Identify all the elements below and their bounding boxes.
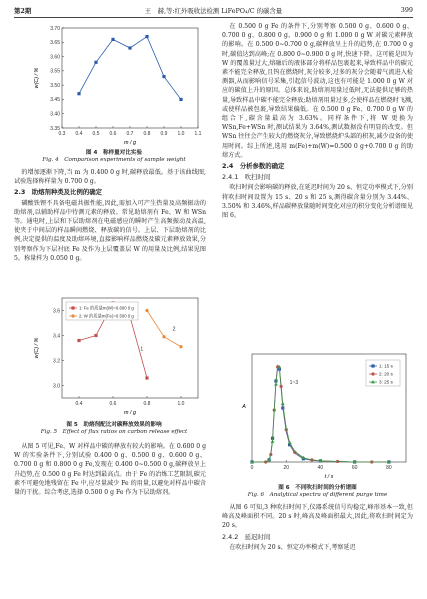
fig6-legend-marker — [371, 372, 374, 375]
fig4-y-tick-label: 3.45 — [50, 97, 60, 104]
fig4-x-tick-label: 0.8 — [143, 131, 151, 137]
fig4-x-tick-label: 1.0 — [177, 131, 185, 137]
fig4-data-point — [145, 35, 148, 38]
fig4-x-tick-label: 0.6 — [109, 131, 117, 137]
left-paragraph-2: 磷酸铁锂不具备电磁共振性能,因此,需加入可产生热量及高频振动的助熔剂,以辅助样品中待测元素的释放。常见助熔剂有 Fe、W 和 WSn 等。通电时,上层和下层助熔剂在电磁感应的瞬时产生高频振动及高温,使夹于中间层的样品瞬间燃烧、释放碳的信号。上层、下层助熔剂的比例,决定提供的温度及助熔环境,直接影响样品燃烧及碳元素释放效果,分别考察作为下层衬底 Fe 及作为上层覆盖层 W 的用量及比例,结果见图 5。称量样为 0.050 0 g。 — [14, 199, 206, 262]
fig4-y-tick-label: 3.50 — [50, 82, 60, 89]
left-column — [14, 168, 206, 263]
page-number: 399 — [400, 6, 413, 14]
fig5-x-tick-label: 0.6 — [109, 401, 117, 407]
fig5-x-tick-label: 0.8 — [143, 401, 151, 407]
fig4-x-tick-label: 0.7 — [126, 131, 134, 137]
fig4-y-tick-label: 3.60 — [50, 54, 60, 61]
fig5-data-point — [179, 345, 182, 348]
fig4-y-tick-label: 3.70 — [50, 25, 60, 32]
figure-5-caption — [14, 422, 214, 437]
issue-number: 第2期 — [14, 7, 32, 15]
figure-6-caption-zh: 图 6 不同吹扫时间的分析谱图 — [278, 485, 357, 491]
fig5-legend-text: 1: Fe 的质量m(W)=0.600 0 g — [79, 305, 134, 311]
fig6-x-tick-label: 40 — [317, 465, 324, 471]
fig5-legend-text: 2: W 的质量m(Fe)=0.500 0 g — [79, 313, 134, 319]
fig6-x-axis-label: t / s — [324, 474, 334, 480]
right-column-bottom — [222, 503, 413, 552]
fig6-data-point — [271, 439, 275, 442]
fig4-data-point — [94, 61, 97, 64]
right-column — [222, 22, 413, 220]
figure-6-caption — [222, 485, 413, 500]
fig5-x-axis-label: m / g — [124, 410, 136, 416]
fig4-data-point — [179, 98, 182, 101]
fig5-legend-marker — [71, 314, 74, 317]
fig5-y-tick-label: 3.6 — [53, 308, 60, 315]
fig5-data-point — [77, 339, 80, 342]
fig5-y-tick-label: 3.0 — [53, 383, 60, 390]
fig4-y-tick-label: 3.65 — [50, 40, 60, 47]
fig4-data-point — [128, 46, 131, 49]
fig6-legend-text: 3: 25 s — [379, 379, 393, 385]
fig4-x-tick-label: 0.9 — [160, 131, 168, 137]
fig6-y-axis-label: A — [242, 404, 246, 410]
fig5-legend-marker — [71, 306, 74, 309]
fig6-legend-text: 2: 20 s — [379, 371, 393, 377]
fig5-y-axis-label: w(C) / % — [34, 337, 40, 359]
left-column-bottom — [14, 442, 206, 497]
figure-5-caption-en: Fig. 5 Effect of flux ratios on carbon release effect — [40, 429, 188, 436]
section-2-3-heading: 2.3 助熔剂种类及比例的确定 — [14, 188, 103, 197]
right-paragraph-1: 在 0.500 0 g Fe 的条件下,分别考察 0.500 0 g、0.600 0 g、0.700 0 g、0.800 0 g、0.900 0 g 和 1.000 0 g W 对碳元素释放的影响。在 0.500 0~0.700 0 g,碳释放呈上升的趋势,在 0.700 0 g 时,碳值达到高峰;在 0.800 0~0.900 0 g 时,快速下降。这可能是因为 W 的覆盖量过大,熔融后的液体部分将样品包裹起来,导致样品中的碳元素不能完全释放,且钨在燃烧时,灰分较多,过多的灰分会随着气流进入检测器,从而影响信号采集,引起信号波动,这也有可能是 1.000 0 g W 对应的碳值上升的原因。总体来说,助熔剂用量过低时,无法提供足够的热量,导致样品中碳不能完全释放;助熔剂用量过多,会使样品在燃烧时飞溅,或使样品被包裹,导致结果偏低。在 0.500 0 g Fe、0.700 0 g W 的组合下,碳含量最高为 3.63%。同样条件下,将 W 更换为 WSn,Fe+WSn 时,测试结果为 3.64%,测试数据没有明显的改变。但 WSn 往往会产生较大的燃烧灰分,导致燃烧炉头部的积灰,减少设备的使用时间。综上所述,选用 m(Fe)+m(W)=0.500 0 g+0.700 0 g 的助熔方式。 — [222, 23, 413, 159]
left-paragraph-1: 的增加逐渐下降,当 m 为 0.400 0 g 时,碳释放最低。基于该曲线图,试验选择称样量为 0.700 0 g。 — [14, 169, 206, 186]
fig6-x-tick-label: 20 — [283, 465, 290, 471]
fig4-x-tick-label: 0.5 — [92, 131, 100, 137]
fig4-x-tick-label: 0.4 — [75, 131, 83, 137]
figure-6-chart — [238, 348, 413, 483]
fig5-data-point — [145, 376, 148, 379]
right-paragraph-3: 从图 6 可知,3 种吹扫时间下,仪器系统信号均稳定,峰形基本一致,但峰高及峰面积不同。20 s 时,峰高及峰面积最大,因此,将吹扫时间定为 20 s。 — [222, 504, 413, 530]
fig5-data-point — [94, 334, 97, 337]
fig4-data-point — [111, 38, 114, 41]
fig4-y-tick-label: 3.35 — [50, 125, 60, 132]
figure-5-caption-zh: 图 5 助熔剂配比对碳释放效果的影响 — [66, 422, 162, 428]
fig4-x-axis-label: m / g — [124, 140, 136, 146]
fig6-legend-text: 1: 15 s — [379, 363, 393, 369]
fig6-x-tick-label: 0 — [250, 465, 254, 471]
fig4-x-tick-label: 0.3 — [58, 131, 66, 137]
fig4-data-point — [77, 92, 80, 95]
fig4-data-point — [162, 75, 165, 78]
fig5-series-line-2 — [147, 311, 181, 347]
fig6-x-tick-label: 80 — [386, 465, 392, 471]
section-2-4-heading: 2.4 分析参数的确定 — [222, 162, 285, 171]
fig4-plot-frame — [62, 28, 198, 128]
section-2-4-2-heading: 2.4.2 延迟时间 — [222, 532, 271, 541]
fig5-data-point — [145, 309, 148, 312]
figure-6-caption-en: Fig. 6 Analytical spectra of different purge time — [247, 492, 388, 499]
right-paragraph-2: 吹扫时间会影响碳的释放,在延迟时间为 20 s、恒定功率模式下,分别将吹扫时间设置为 15 s、20 s 和 25 s,测得碳含量分别为 3.44%、3.50% 和 3.46%,样品碳释放量随时间变化对应的积分变化分析谱图见图 6。 — [222, 184, 413, 220]
fig5-curve-label-2: 2 — [172, 326, 176, 333]
fig5-x-tick-label: 1.0 — [177, 401, 185, 407]
fig5-x-tick-label: 0.4 — [75, 401, 83, 407]
fig6-data-point — [288, 441, 292, 444]
fig5-y-tick-label: 3.4 — [53, 333, 60, 340]
fig4-x-tick-label: 1.1 — [194, 131, 202, 137]
figure-4-caption — [14, 150, 214, 165]
fig5-curve-label-1: 1 — [140, 346, 144, 353]
fig4-y-tick-label: 3.40 — [50, 111, 60, 118]
right-paragraph-4: 在吹扫时间为 20 s、恒定功率模式下,考察延迟 — [229, 543, 356, 551]
fig5-y-tick-label: 3.2 — [53, 358, 60, 365]
section-2-4-1-heading: 2.4.1 吹扫时间 — [222, 173, 271, 182]
fig6-data-point — [274, 382, 278, 385]
fig4-y-tick-label: 3.55 — [50, 68, 60, 75]
fig6-curve-label: 1~3 — [289, 380, 299, 387]
fig4-series-line — [79, 37, 181, 100]
figure-4-caption-zh: 图 4 称样量对比实验 — [85, 150, 143, 156]
fig4-y-axis-label: w(C) / % — [34, 67, 40, 89]
fig6-legend-marker — [371, 364, 374, 367]
figure-4-caption-en: Fig. 4 Comparison experiments of sample weight — [42, 157, 186, 164]
fig5-data-point — [162, 335, 165, 338]
figure-5-chart — [30, 292, 205, 417]
figure-4-chart — [30, 22, 205, 147]
running-title: 王 赫,等:红外吸收法检测 LiFePO₄/C 的碳含量 — [144, 7, 283, 15]
fig6-x-tick-label: 60 — [351, 465, 358, 471]
header-rule — [14, 17, 413, 18]
left-paragraph-3: 从图 5 可见,Fe、W 对样品中碳的释放有较大的影响。在 0.600 0 g W 的实验条件下,分别试验 0.400 0 g、0.500 0 g、0.600 0 g、0.700 0 g 和 0.800 0 g Fe,发现在 0.400 0~0.500 0 g,碳释放呈上升趋势,在 0.500 0 g Fe 时达到最高点。由于 Fe 的冶炼工艺限制,碳元素不可避免地残留在 Fe 中,应尽量减少 Fe 的用量,以避免对样品中碳含量的干扰。综合考虑,选择 0.500 0 g Fe 作为下层助熔剂。 — [14, 443, 206, 497]
fig6-data-point — [281, 402, 285, 405]
